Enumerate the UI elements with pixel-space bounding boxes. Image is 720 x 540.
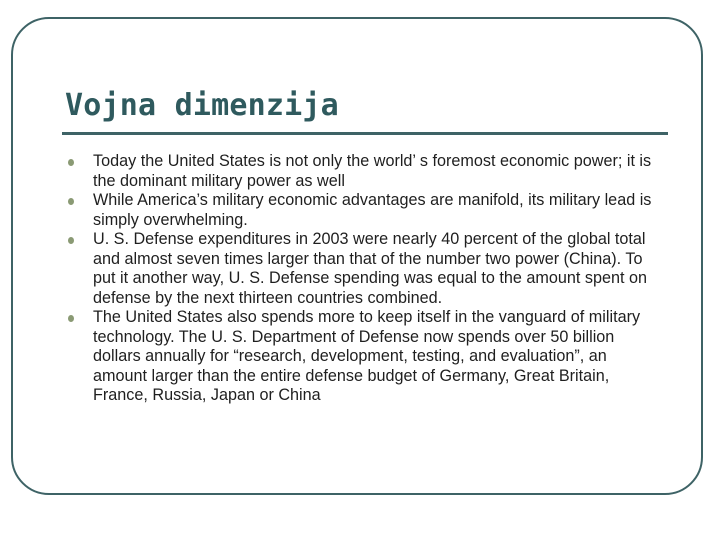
bullet-item-3	[62, 230, 662, 308]
title-underline	[62, 132, 668, 135]
bullet-item-1	[62, 152, 662, 191]
bullet-item-4	[62, 308, 662, 406]
bullet-text: While America’s military economic advantages are manifold, its military lead is simply overwhelming.	[93, 191, 652, 229]
bullet-dot-icon	[68, 159, 74, 166]
bullet-text: Today the United States is not only the world’ s foremost economic power; it is the dominant military power as well	[93, 152, 652, 190]
bullet-item-2	[62, 191, 662, 230]
bullet-dot-icon	[68, 315, 74, 322]
slide-title: Vojna dimenzija	[65, 88, 339, 123]
bullet-text: U. S. Defense expenditures in 2003 were nearly 40 percent of the global total and almost seven times larger than that of the number two power (China). To put it another way, U. S. Defense spending was equal to the amount spent on defense by the next thirteen countries combined.	[93, 230, 648, 307]
bullet-text: The United States also spends more to keep itself in the vanguard of military technology. The U. S. Department of Defense now spends over 50 billion dollars annually for “research, development, testing, and evaluation”, an amount larger than the entire defense budget of Germany, Great Britain, France, Russia, Japan or China	[93, 308, 641, 404]
bullet-dot-icon	[68, 198, 74, 205]
bullet-list	[62, 152, 662, 406]
bullet-dot-icon	[68, 237, 74, 244]
